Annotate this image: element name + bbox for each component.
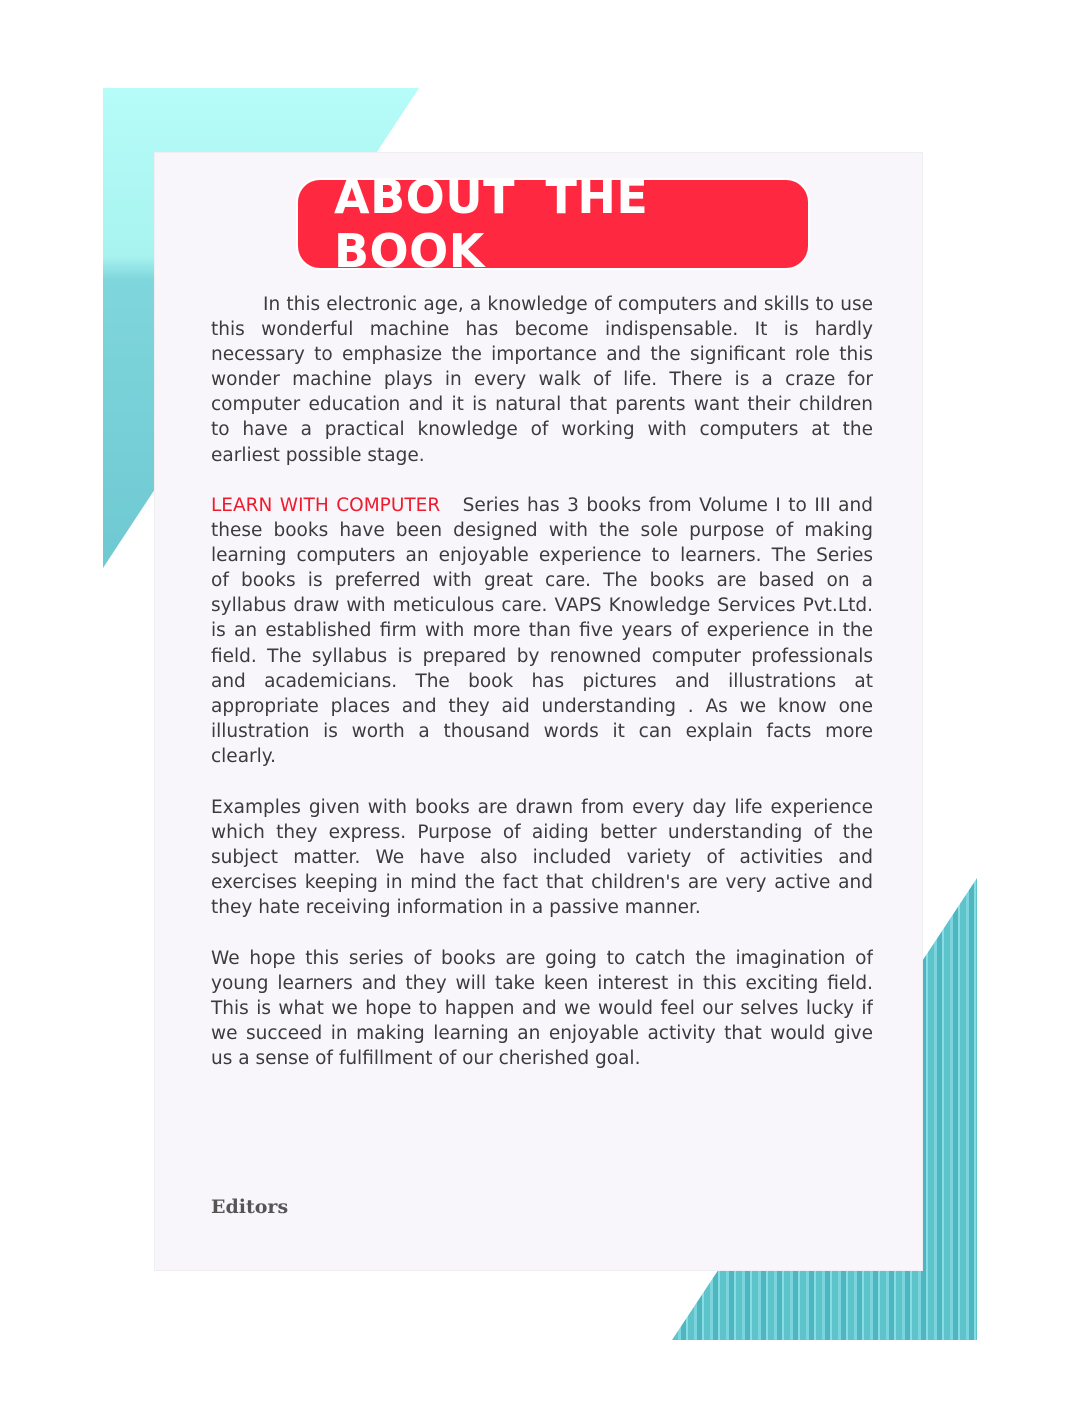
- paragraph-line: Examples given with books are drawn from every day life experience: [211, 797, 873, 818]
- paragraph-line-text: Series has 3 books from Volume I to III and: [462, 495, 873, 516]
- paragraph-series-lines: [211, 518, 873, 769]
- paragraph-line: field. The syllabus is prepared by renowned computer professionals: [211, 645, 873, 667]
- paragraph-line: to have a practical knowledge of working with computers at the: [211, 419, 873, 441]
- paragraph-line: computer education and it is natural that parents want their children: [211, 394, 873, 416]
- paragraph-series: [211, 493, 873, 769]
- paragraph-line: [211, 493, 873, 518]
- paragraph-line: learning computers an enjoyable experience to learners. The Series: [211, 545, 873, 567]
- paragraph-line: illustration is worth a thousand words it can explain facts more: [211, 720, 873, 742]
- paragraph-line: syllabus draw with meticulous care. VAPS Knowledge Services Pvt.Ltd.: [211, 595, 873, 617]
- paragraph-line: We hope this series of books are going to catch the imagination of: [211, 948, 873, 969]
- paragraph-line: is an established firm with more than five years of experience in the: [211, 620, 873, 642]
- paragraph-line: and academicians. The book has pictures and illustrations at: [211, 670, 873, 692]
- paragraph-line: necessary to emphasize the importance and the significant role this: [211, 344, 873, 366]
- paragraph-line: of books is preferred with great care. The books are based on a: [211, 570, 873, 592]
- paragraph-hope: [211, 946, 873, 1071]
- signature-editors: Editors: [211, 1196, 289, 1218]
- paragraph-line: In this electronic age, a knowledge of computers and skills to use: [263, 294, 873, 315]
- paragraph-line: subject matter. We have also included variety of activities and: [211, 847, 873, 869]
- paragraph-line: This is what we hope to happen and we would feel our selves lucky if: [211, 998, 873, 1020]
- paragraph-line: they hate receiving information in a passive manner.: [211, 897, 701, 919]
- paragraph-line: appropriate places and they aid understanding . As we know one: [211, 695, 873, 717]
- paragraph-line: young learners and they will take keen interest in this exciting field.: [211, 973, 873, 995]
- title-banner: [298, 170, 808, 278]
- page-title: ABOUT THE BOOK: [334, 170, 649, 278]
- series-name: LEARN WITH COMPUTER: [211, 495, 441, 516]
- paragraph-examples: [211, 795, 873, 920]
- paragraph-line: this wonderful machine has become indispensable. It is hardly: [211, 319, 873, 341]
- paragraph-line: these books have been designed with the sole purpose of making: [211, 520, 873, 542]
- paragraph-line: exercises keeping in mind the fact that children's are very active and: [211, 872, 873, 894]
- paragraph-line: we succeed in making learning an enjoyable activity that would give: [211, 1023, 873, 1045]
- paragraph-line: wonder machine plays in every walk of life. There is a craze for: [211, 369, 873, 391]
- paragraph-line: clearly.: [211, 745, 276, 767]
- paragraph-line: earliest possible stage.: [211, 444, 425, 466]
- paragraph-line: which they express. Purpose of aiding better understanding of the: [211, 822, 873, 844]
- paragraph-line: us a sense of fulfillment of our cherished goal.: [211, 1048, 641, 1070]
- paragraph-intro: [211, 292, 873, 468]
